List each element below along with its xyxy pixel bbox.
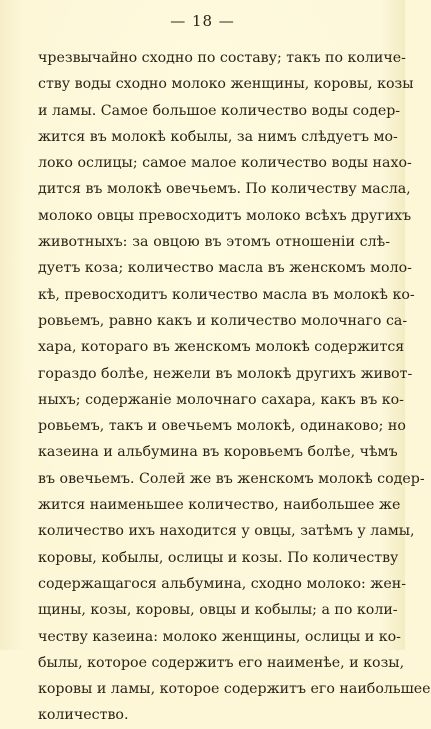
text-line: количество ихъ находится у овцы, затѣмъ у ламы, <box>38 523 415 540</box>
text-line: кѣ, превосходитъ количество масла въ молокѣ ко- <box>38 286 415 303</box>
text-line: щины, козы, коровы, овцы и кобылы; а по коли- <box>38 602 398 619</box>
text-line: ровьемъ, равно какъ и количество молочнаго са- <box>38 312 408 329</box>
text-line: дится въ молокѣ овечьемъ. По количеству масла, <box>38 181 411 198</box>
text-line: честву казеина: молоко женщины, ослицы и ко- <box>38 628 401 645</box>
text-line: въ овечьемъ. Солей же въ женскомъ молокѣ содер- <box>38 470 425 487</box>
body-text <box>38 45 431 729</box>
page-number: — 18 — <box>170 12 235 30</box>
text-line: ству воды сходно молоко женщины, коровы, козы <box>38 76 414 93</box>
text-line: былы, которое содержитъ его наименѣе, и козы, <box>38 654 405 671</box>
text-line: ныхъ; содержаніе молочнаго сахара, какъ въ ко- <box>38 391 404 408</box>
text-line: молоко овцы превосходитъ молоко всѣхъ другихъ <box>38 207 412 224</box>
text-line: жится наименьшее количество, наибольшее же <box>38 497 401 514</box>
text-line: и ламы. Самое большое количество воды содер- <box>38 102 401 119</box>
text-line: ровьемъ, такъ и овечьемъ молокѣ, одинаково; но <box>38 418 406 435</box>
text-line: чрезвычайно сходно по составу; такъ по количе- <box>38 50 406 66</box>
text-line: хара, котораго въ женскомъ молокѣ содержится <box>38 339 405 356</box>
text-line: локо ослицы; самое малое количество воды нахо- <box>38 155 412 172</box>
text-line: жится въ молокѣ кобылы, за нимъ слѣдуетъ мо- <box>38 128 398 145</box>
text-line: животныхъ: за овцою въ этомъ отношеніи слѣ- <box>38 234 390 251</box>
text-line: количество. <box>38 707 129 724</box>
text-line: казеина и альбумина въ коровьемъ болѣе, чѣмъ <box>38 444 398 461</box>
text-line: коровы, кобылы, ослицы и козы. По количеству <box>38 549 399 566</box>
text-line: содержащагося альбумина, сходно молоко: жен- <box>38 575 407 592</box>
text-line: коровы и ламы, которое содержитъ его наибольшее <box>38 681 431 698</box>
text-line: гораздо болѣе, нежели въ молокѣ другихъ живот- <box>38 365 413 382</box>
text-line: дуетъ коза; количество масла въ женскомъ моло- <box>38 260 412 277</box>
